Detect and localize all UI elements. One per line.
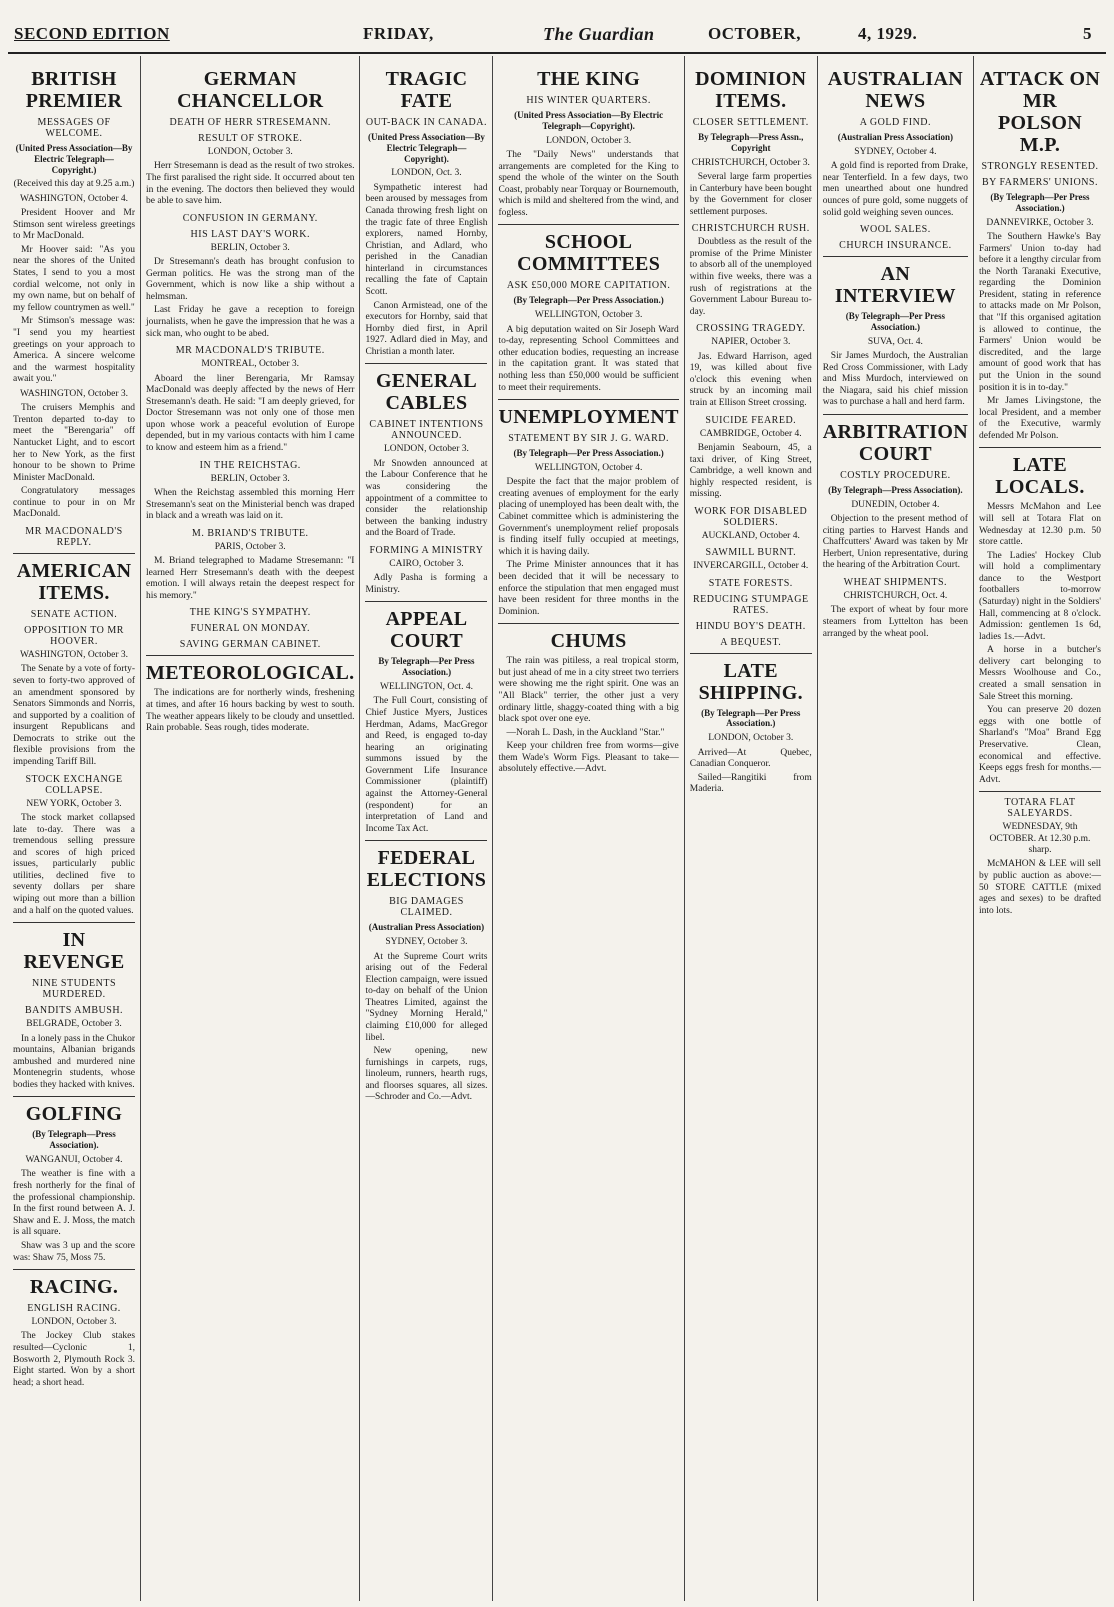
paragraph: Doubtless as the result of the promise of the Prime Minister to absorb all of the unemployed within five weeks, there was a rush of registrations at the Government Labour Bureau to-day. [689,237,812,317]
dateline: LONDON, October 3. [31,1317,117,1328]
subheading: CONFUSION IN GERMANY. [182,212,318,224]
paragraph: Several large farm properties in Canterbury have been bought by the Government for closer settlement purposes. [689,171,812,217]
divider [365,363,487,364]
subheading: A BEQUEST. [720,636,782,648]
subheading: STRONGLY RESENTED. [981,161,1099,172]
subheading: CABINET INTENTIONS ANNOUNCED. [369,419,484,442]
paragraph: The rain was pitiless, a real tropical storm, but just ahead of me in a city street two terriers were showing me the right spirit. One was an "All Black" terrier, the other just a very ordinary little, shaggy-coated thing with a big black spot over one eye. [498,656,679,725]
divider [823,414,968,415]
divider [146,655,354,656]
headline: APPEAL COURT [385,608,468,653]
dateline: SYDNEY, October 3. [385,937,468,948]
dateline: LONDON, Oct. 3. [391,168,462,179]
credit-line: (By Telegraph—Press Association). [828,484,963,495]
dateline: PARIS, October 3. [214,541,286,552]
headline: DOMINION ITEMS. [695,68,807,112]
paragraph: The Southern Hawke's Bay Farmers' Union to-day had before it a lengthy circular from the North Taranaki Executive, regarding the Dominion President, stating in reference to attacks made on Mr Polson, that "If this organised agitation is allowed to continue, the Farmers' Union would be discredited, and the large amount of good work that has put the Union in the sound position it is in to-day." [978,231,1101,393]
subheading: FUNERAL ON MONDAY. [190,623,310,635]
paragraph: Mr Hoover said: "As you near the shores of the United States, I send to you a most cordial welcome, not only in my own name, but on behalf of my fellow countrymen as well." [13,244,136,313]
subheading: M. BRIAND'S TRIBUTE. [191,527,309,539]
paragraph: Objection to the present method of citing parties to Harvest Hands and Chaffcutters' Award was taken by Mr Herbert, Union representative, during the hearing of the Arbitration Court. [822,514,968,571]
subheading: SUICIDE FEARED. [705,414,797,426]
subheading: FORMING A MINISTRY [369,544,484,556]
dateline: CAMBRIDGE, October 4. [699,428,802,439]
column-2 [141,56,360,1601]
column-5 [685,56,818,1601]
headline: IN REVENGE [23,929,125,974]
headline: UNEMPLOYMENT [498,406,679,429]
subheading: RESULT OF STROKE. [198,133,303,144]
credit-line: (United Press Association—By Electric Telegraph—Copyright.) [15,143,133,175]
dateline: CHRISTCHURCH, Oct. 4. [843,591,948,602]
credit-line: (By Telegraph—Per Press Association.) [845,311,945,332]
column-6 [818,56,974,1601]
credit-line: (Australian Press Association) [368,922,485,933]
paragraph: A horse in a butcher's delivery cart belonging to Messrs Woolhouse and Co., created a small sensation in Sale Street this morning. [978,645,1101,702]
credit-line: (By Telegraph—Per Press Association.) [990,192,1090,213]
subheading: HIS LAST DAY'S WORK. [190,228,310,240]
paragraph: Sailed—Rangitiki from Maderia. [689,772,812,795]
paragraph: In a lonely pass in the Chukor mountains, Albanian brigands ambushed and murdered nine Montenegrin students, whose bodies they hacked with knives. [13,1033,136,1090]
divider [979,447,1101,448]
subheading: BIG DAMAGES CLAIMED. [389,896,464,919]
dateline: WASHINGTON, October 3. [20,388,129,399]
masthead [8,18,1106,54]
paragraph: When the Reichstag assembled this morning Herr Stresemann's seat on the Ministerial bench was draped in black and a wreath was laid on it. [146,487,355,522]
advertisement: New opening, new furnishings in carpets, rugs, linoleum, runners, hearth rugs, and floorses squares, all sizes.—Schroder and Co.—Advt. [365,1046,488,1103]
paragraph: Despite the fact that the major problem of creating avenues of employment for the early placing of unemployed has been dealt with, the Cabinet committee which is administering the Government's unemployment relief proposals is finding itself fully occupied at meetings, which it is having daily. [498,477,679,557]
headline: FEDERAL ELECTIONS [366,847,487,892]
headline: ATTACK ON MR POLSON M.P. [979,68,1101,156]
subheading: MR MACDONALD'S REPLY. [25,526,123,549]
headline: AUSTRALIAN NEWS [827,68,963,112]
subheading: SAVING GERMAN CABINET. [179,639,321,651]
paragraph: Last Friday he gave a reception to foreign journalists, when he gave the impression that he was a sick man, who ought to be abed. [146,305,355,339]
paragraph: The Full Court, consisting of Chief Justice Myers, Justices Herdman, Adams, MacGregor and Reed, is engaged to-day hearing an originating summons issued by the Government Life Insurance Commissioner (plaintiff) against the Attorney-General (respondent) for an interpretation of Land and Income Tax Act. [365,696,488,834]
paragraph: President Hoover and Mr Stimson sent wireless greetings to Mr MacDonald. [13,208,136,242]
subheading: COSTLY PROCEDURE. [840,469,951,481]
dateline: SUVA, Oct. 4. [867,336,923,347]
paragraph: Shaw was 3 up and the score was: Shaw 75, Moss 75. [13,1240,136,1263]
paragraph: The export of wheat by four more steamers from Lyttelton has been arranged by the wheat pool. [822,605,968,639]
dateline: LONDON, October 3. [383,444,469,455]
divider [13,553,135,554]
headline: RACING. [29,1276,119,1299]
advertisement: The Ladies' Hockey Club will hold a complimentary dance to the Westport footballers to-morrow (Saturday) night in the Soldiers' Hall, commencing at 8 o'clock. Admission: gentlemen 1s 6d, ladies 1s.—Advt. [978,550,1101,642]
credit-line: (By Telegraph—Per Press Association.) [701,707,801,729]
subheading: OPPOSITION TO MR HOOVER. [24,625,124,648]
divider [498,623,678,624]
credit-line: (United Press Association—By Electric Telegraph—Copyright). [368,132,485,164]
headline: LATE LOCALS. [995,454,1085,499]
paragraph: Mr Stimson's message was: "I send you my heartiest greetings on your approach to America. A sincere welcome and the warmest hospitality await you." [13,316,136,385]
paragraph: Sir James Murdoch, the Australian Red Cross Commissioner, with Lady and Miss Murdoch, interviewed on the Niagara, said his chief mission was to purchase a hall and herd farm. [822,351,968,408]
subheading: STATEMENT BY SIR J. G. WARD. [508,433,670,445]
day-label: FRIDAY, [363,24,434,43]
paragraph: —Norah L. Dash, in the Auckland "Star." [506,727,665,738]
advertisement: McMAHON & LEE will sell by public auction as above:— 50 STORE CATTLE (mixed ages and sexes) to be drafted into lots. [978,859,1101,916]
paragraph: Benjamin Seabourn, 45, a taxi driver, of King Street, Cambridge, a well known and highly respected resident, is missing. [689,443,812,500]
paragraph: Jas. Edward Harrison, aged 19, was killed about five o'clock this evening when struck by an incoming mail train at Ellison Street crossing. [689,351,812,409]
subheading: STATE FORESTS. [708,577,793,589]
divider [498,399,678,400]
paragraph: Sympathetic interest had been aroused by messages from Canada throwing fresh light on the tragic fate of three English explorers, named Hornby, Christian, and Adlard, who perished in the Canadian hinterland in circumstances recalling the fate of Captain Scott. [365,182,488,297]
headline: SCHOOL COMMITTEES [517,231,661,276]
headline: LATE SHIPPING. [698,659,803,704]
subheading: SAWMILL BURNT. [705,547,797,559]
subheading: WORK FOR DISABLED SOLDIERS. [694,505,808,528]
dateline: INVERCARGILL, October 4. [693,561,809,572]
dateline: NEW YORK, October 3. [26,798,122,809]
paragraph: Dr Stresemann's death has brought confusion to German politics. He was the strong man of the Government, which is now like a ship without a helmsman. [146,257,355,302]
subheading: CHRISTCHURCH RUSH. [691,223,810,235]
divider [979,791,1101,792]
headline: AN INTERVIEW [834,263,956,308]
headline: BRITISH PREMIER [25,68,123,112]
paragraph: Herr Stresemann is dead as the result of two strokes. The first paralised the right side. It occurred about ten in the evening. The doctors then believed they would be able to save him. [146,161,355,207]
subheading: CROSSING TRAGEDY. [696,323,806,335]
subheading: BY FARMERS' UNIONS. [981,177,1098,188]
credit-line: (United Press Association—By Electric Telegraph—Copyright). [514,110,664,131]
subheading: WHEAT SHIPMENTS. [843,577,948,589]
credit-line: (By Telegraph—Per Press Association.) [513,295,664,306]
headline: CHUMS [550,630,627,653]
paragraph: At the Supreme Court writs arising out of the Federal Election campaign, were issued to-day on behalf of the Union Theatres Limited, against the "Sydney Morning Herald," claiming £10,000 for alleged libel. [365,951,488,1043]
column-3 [360,56,493,1601]
paragraph: Mr James Livingstone, the local President, and a member of the Executive, warmly defended Mr Polson. [978,396,1101,441]
subheading: BANDITS AMBUSH. [24,1005,124,1017]
subheading: SENATE ACTION. [30,609,118,621]
paragraph: The weather is fine with a fresh northerly for the final of the professional championship. In the first round between A. J. Shaw and E. J. Moss, the match is all square. [13,1169,136,1238]
paragraph: Mr Snowden announced at the Labour Conference that he was considering the appointment of a committee to consider the relationship between the banking industry and the Board of Trade. [365,458,488,539]
paragraph: Congratulatory messages continue to pour in on Mr MacDonald. [13,486,136,520]
dateline: BERLIN, October 3. [210,473,290,484]
paragraph: M. Briand telegraphed to Madame Stresemann: "I learned Herr Stresemann's death with the deepest emotion. I will always retain the deepest respect for his memory." [146,556,355,601]
dateline: WELLINGTON, October 3. [534,310,643,321]
column-4 [493,56,684,1601]
subheading: MESSAGES OF WELCOME. [37,117,111,139]
paragraph: Canon Armistead, one of the executors for Hornby, said that Hornby died first, in April 1927. Adlard died in May, and Christian a month later. [365,300,488,357]
subheading: NINE STUDENTS MURDERED. [32,978,117,1001]
headline: AMERICAN ITEMS. [16,560,132,605]
headline: GENERAL CABLES [375,370,477,415]
headline: GERMAN CHANCELLOR [177,68,324,112]
dateline: AUCKLAND, October 4. [701,530,800,541]
divider [13,1269,135,1270]
subheading: HIS WINTER QUARTERS. [526,95,651,106]
subheading: ENGLISH RACING. [27,1303,121,1315]
date-label: 4, 1929. [858,24,918,43]
headline: THE KING [537,68,641,90]
dateline: BERLIN, October 3. [210,242,290,253]
divider [823,256,968,257]
dateline: WELLINGTON, Oct. 4. [379,682,473,693]
subheading: HINDU BOY'S DEATH. [695,620,806,632]
subheading: WOOL SALES. [860,224,931,236]
dateline: DANNEVIRKE, October 3. [986,217,1094,228]
paragraph: The indications are for northerly winds, freshening at times, and after 16 hours backing by west to south. The weather appears likely to be cloudy and unsettled. Rain probable. Seas rough, tides moderate. [146,688,355,734]
dateline: DUNEDIN, October 4. [851,499,940,510]
credit-line: By Telegraph—Per Press Association.) [378,656,475,678]
subheading: CHURCH INSURANCE. [839,240,952,252]
subheading: STOCK EXCHANGE COLLAPSE. [25,773,123,796]
paragraph: The Senate by a vote of forty-seven to forty-two approved of an amendment sponsored by Senators Simmonds and Norris, and supported by a coalition of insurgent Republicans and Democrats to strike out the flexible provisions from the impending Tariff Bill. [13,664,136,768]
subheading: TOTARA FLAT SALEYARDS. [1004,797,1076,820]
subheading: DEATH OF HERR STRESEMANN. [169,117,331,128]
paragraph: The Prime Minister announces that it has been decided that it will be necessary to enforce the stipulation that men engaged must have been resident for three months in the Dominion. [498,560,679,617]
paragraph: Aboard the liner Berengaria, Mr Ramsay MacDonald was deeply affected by the news of Herr Stresemann's death. He said: "I am deeply grieved, for Doctor Stresemann was not only one of those men upon whose work a peaceful evolution of Europe depended, but in my various contacts with him I came to know and esteem him as a friend." [146,373,355,453]
headline: TRAGIC FATE [385,68,468,112]
column-1 [8,56,141,1601]
dateline: SYDNEY, October 4. [854,146,937,157]
divider [13,1096,135,1097]
subheading: OUT-BACK IN CANADA. [365,117,487,128]
subheading: CLOSER SETTLEMENT. [692,117,809,128]
news-columns [8,56,1106,1601]
subheading: A GOLD FIND. [859,117,932,128]
credit-line: By Telegraph—Press Assn., Copyright [698,132,804,153]
headline: GOLFING [25,1103,123,1126]
edition-label: SECOND EDITION [14,24,170,43]
page-number: 5 [1083,24,1092,43]
paper-title: The Guardian [543,24,655,44]
paragraph: Arrived—At Quebec, Canadian Conqueror. [689,747,812,770]
dateline: BELGRADE, October 3. [26,1019,122,1030]
dateline: MONTREAL, October 3. [201,359,300,370]
paragraph: The cruisers Memphis and Trenton departed to-day to meet the "Berengaria" off Nantucket Light, and to escort her to New York, as the first honour to be shown to Prime Minister MacDonald. [13,403,136,483]
divider [498,224,678,225]
subheading: ASK £50,000 MORE CAPITATION. [506,280,671,292]
dateline: NAPIER, October 3. [711,337,791,348]
credit-line: (By Telegraph—Per Press Association.) [513,448,664,459]
dateline: WASHINGTON, October 3. [20,650,129,661]
dateline: WANGANUI, October 4. [25,1155,123,1166]
dateline: LONDON, October 3. [546,135,632,146]
headline: ARBITRATION COURT [822,420,968,465]
column-7 [974,56,1106,1601]
divider [13,922,135,923]
credit-line: (By Telegraph—Press Association). [32,1129,116,1151]
dateline: CHRISTCHURCH, October 3. [691,157,810,168]
advertisement: Messrs McMahon and Lee will sell at Totara Flat on Wednesday at 12.30 p.m. 50 store cattle. [978,502,1101,548]
month-label: OCTOBER, [708,24,801,43]
subheading: IN THE REICHSTAG. [199,459,301,471]
received-line: (Received this day at 9.25 a.m.) [13,179,135,190]
subheading: MR MACDONALD'S TRIBUTE. [175,345,325,357]
subheading: THE KING'S SYMPATHY. [189,607,311,619]
paragraph: A gold find is reported from Drake, near Tenterfield. In a few days, two men unearthed about one hundred ounces of pure gold, some nuggets of solid gold weighing seven ounces. [822,161,968,218]
dateline: WELLINGTON, October 4. [534,462,643,473]
divider [365,601,487,602]
advertisement: Keep your children free from worms—give them Wade's Worm Figs. Pleasant to take—absolutely effective.—Advt. [498,741,679,775]
subheading: REDUCING STUMPAGE RATES. [692,593,809,616]
paragraph: The stock market collapsed late to-day. There was a tremendous selling pressure and scores of high priced issues, particularly public utilities, declined five to seventy dollars per share wiping out more than a billion and a half on the quoted values. [13,813,136,916]
headline: METEOROLOGICAL. [146,662,355,685]
credit-line: (Australian Press Association) [837,132,954,142]
paragraph: A big deputation waited on Sir Joseph Ward to-day, representing School Committees and other education bodies, requesting an increase in the capitation grant. It was stated that nothing less than £50,000 would be sufficient to meet their requirements. [498,324,679,393]
paragraph: The "Daily News" understands that arrangements are completed for the King to spend the whole of the winter on the South Coast, probably near Torquay or Bournemouth, which is mild and sheltered from the wind, and fogless. [498,149,679,218]
dateline: WASHINGTON, October 4. [20,193,129,204]
divider [690,653,812,654]
dateline: LONDON, October 3. [708,733,794,744]
dateline: CAIRO, October 3. [389,558,464,569]
advertisement: You can preserve 20 dozen eggs with one bottle of Sharland's "Moa" Brand Egg Preservative. Clean, economical and effective. Keeps eggs fresh for months.—Advt. [978,705,1101,785]
dateline: LONDON, October 3. [207,147,293,157]
divider [365,840,487,841]
dateline: WEDNESDAY, 9th OCTOBER. At 12.30 p.m. sharp. [989,822,1091,856]
paragraph: Adly Pasha is forming a Ministry. [365,573,488,595]
paragraph: The Jockey Club stakes resulted—Cyclonic 1, Bosworth 2, Plymouth Rock 3. Eight started. Won by a short head; a short head. [13,1331,136,1388]
